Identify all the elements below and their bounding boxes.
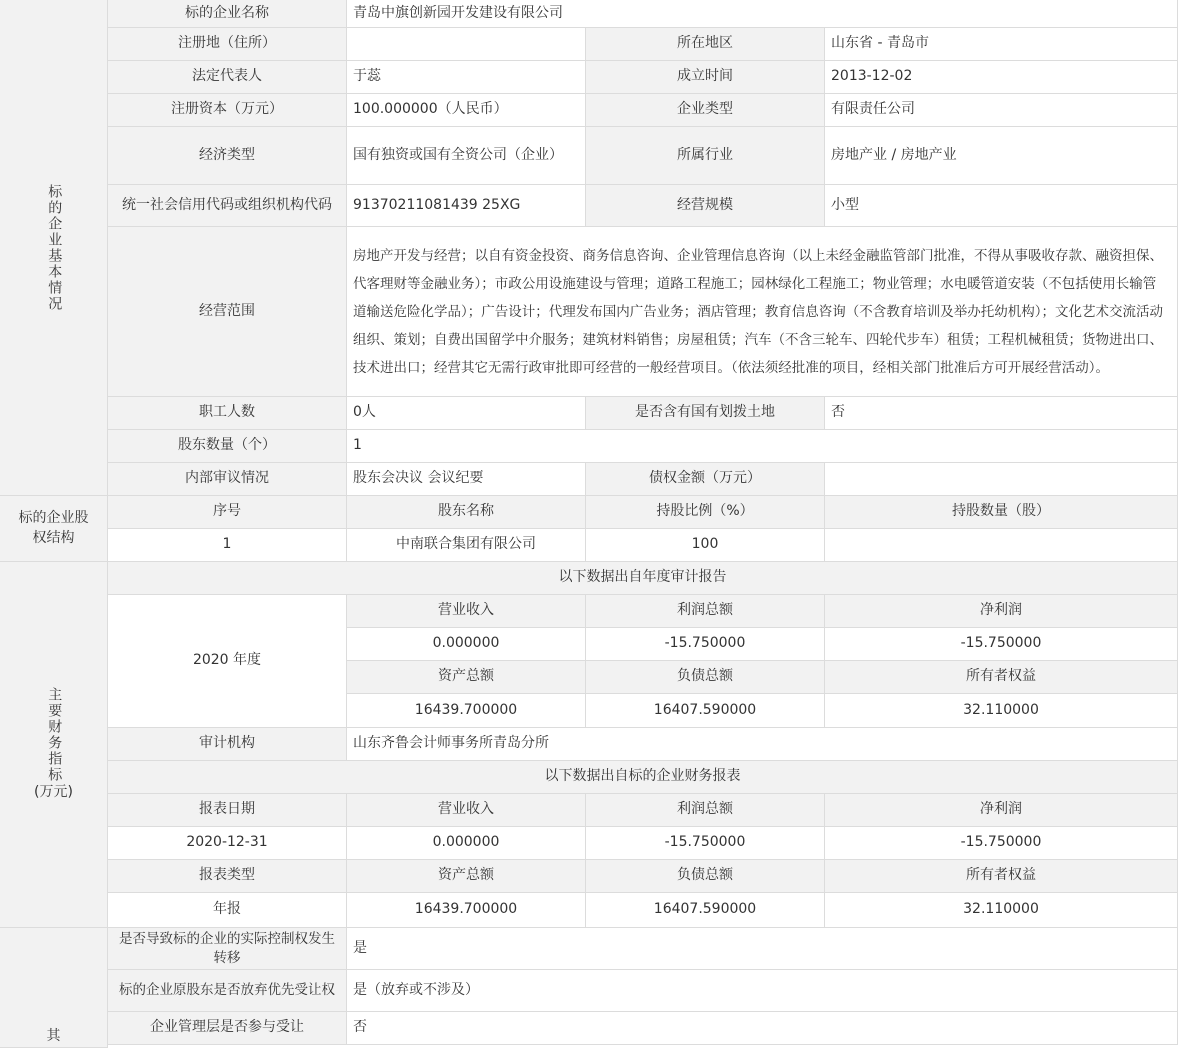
audit-h2-assets: 资产总额 bbox=[347, 661, 586, 694]
report-h1-total-profit: 利润总额 bbox=[586, 794, 825, 827]
audit-v1-total-profit: -15.750000 bbox=[586, 628, 825, 661]
debt-amount-value bbox=[825, 463, 1178, 496]
equity-header-name: 股东名称 bbox=[347, 496, 586, 529]
internal-review-value: 股东会决议 会议纪要 bbox=[347, 463, 586, 496]
audit-h2-equity: 所有者权益 bbox=[825, 661, 1178, 694]
company-type-value: 有限责任公司 bbox=[825, 94, 1178, 127]
audit-year: 2020 年度 bbox=[108, 595, 347, 728]
equity-header-shares: 持股数量（股） bbox=[825, 496, 1178, 529]
report-v1-total-profit: -15.750000 bbox=[586, 827, 825, 860]
report-v1-revenue: 0.000000 bbox=[347, 827, 586, 860]
report-h2-equity: 所有者权益 bbox=[825, 860, 1178, 893]
staff-label: 职工人数 bbox=[108, 397, 347, 430]
name-label: 标的企业名称 bbox=[108, 0, 347, 28]
address-value bbox=[347, 28, 586, 61]
capital-label: 注册资本（万元） bbox=[108, 94, 347, 127]
report-v1-net-profit: -15.750000 bbox=[825, 827, 1178, 860]
report-date-value: 2020-12-31 bbox=[108, 827, 347, 860]
equity-row-seq: 1 bbox=[108, 529, 347, 562]
report-h2-liabilities: 负债总额 bbox=[586, 860, 825, 893]
internal-review-label: 内部审议情况 bbox=[108, 463, 347, 496]
economic-type-value: 国有独资或国有全资公司（企业） bbox=[347, 127, 586, 185]
credit-code-value: 91370211081439 25XG bbox=[347, 185, 586, 227]
established-value: 2013-12-02 bbox=[825, 61, 1178, 94]
audit-v2-assets: 16439.700000 bbox=[347, 694, 586, 728]
audit-v1-net-profit: -15.750000 bbox=[825, 628, 1178, 661]
name-value: 青岛中旗创新园开发建设有限公司 bbox=[347, 0, 1178, 28]
management-participation-value: 否 bbox=[347, 1012, 1178, 1045]
section-equity-structure bbox=[0, 496, 108, 562]
report-banner: 以下数据出自标的企业财务报表 bbox=[108, 761, 1178, 794]
scale-label: 经营规模 bbox=[586, 185, 825, 227]
preemptive-right-label: 标的企业原股东是否放弃优先受让权 bbox=[108, 970, 347, 1012]
audit-agency-value: 山东齐鲁会计师事务所青岛分所 bbox=[347, 728, 1178, 761]
state-land-value: 否 bbox=[825, 397, 1178, 430]
audit-h1-net-profit: 净利润 bbox=[825, 595, 1178, 628]
equity-row-shares bbox=[825, 529, 1178, 562]
control-transfer-label: 是否导致标的企业的实际控制权发生转移 bbox=[108, 928, 347, 970]
staff-value: 0人 bbox=[347, 397, 586, 430]
industry-label: 所属行业 bbox=[586, 127, 825, 185]
section-basic-info bbox=[0, 0, 108, 496]
report-type-value: 年报 bbox=[108, 893, 347, 928]
established-label: 成立时间 bbox=[586, 61, 825, 94]
report-type-label: 报表类型 bbox=[108, 860, 347, 893]
section-other-label: 其 bbox=[46, 1028, 61, 1045]
section-equity-label: 标的企业股权结构 bbox=[18, 509, 89, 546]
legal-rep-value: 于蕊 bbox=[347, 61, 586, 94]
audit-h2-liabilities: 负债总额 bbox=[586, 661, 825, 694]
debt-amount-label: 债权金额（万元） bbox=[586, 463, 825, 496]
management-participation-label: 企业管理层是否参与受让 bbox=[108, 1012, 347, 1045]
shareholders-label: 股东数量（个） bbox=[108, 430, 347, 463]
report-date-label: 报表日期 bbox=[108, 794, 347, 827]
credit-code-label: 统一社会信用代码或组织机构代码 bbox=[108, 185, 347, 227]
scope-value: 房地产开发与经营；以自有资金投资、商务信息咨询、企业管理信息咨询（以上未经金融监管部门批准，不得从事吸收存款、融资担保、代客理财等金融业务）；市政公用设施建设与管理；道路工程施工；园林绿化工程施工；物业管理；水电暖管道安装（不包括使用长输管道输送危险化学品）；广告设计；代理发布国内广告业务；酒店管理；教育信息咨询（不含教育培训及举办托幼机构）；文化艺术交流活动组织、策划；自费出国留学中介服务；建筑材料销售；房屋租赁；汽车（不含三轮车、四轮代步车）租赁；工程机械租赁；货物进出口、技术进出口；经营其它无需行政审批即可经营的一般经营项目。（依法须经批准的项目，经相关部门批准后方可开展经营活动）。 bbox=[347, 227, 1178, 397]
section-financials-label: 主要财务指标 bbox=[46, 686, 63, 783]
economic-type-label: 经济类型 bbox=[108, 127, 347, 185]
capital-value: 100.000000（人民币） bbox=[347, 94, 586, 127]
section-basic-info-label: 标的企业基本情况 bbox=[46, 183, 63, 312]
preemptive-right-value: 是（放弃或不涉及） bbox=[347, 970, 1178, 1012]
section-other bbox=[0, 928, 108, 1048]
region-value: 山东省 - 青岛市 bbox=[825, 28, 1178, 61]
audit-v2-equity: 32.110000 bbox=[825, 694, 1178, 728]
equity-row-ratio: 100 bbox=[586, 529, 825, 562]
section-financials-unit: (万元) bbox=[34, 783, 73, 800]
control-transfer-value: 是 bbox=[347, 928, 1178, 970]
audit-banner: 以下数据出自年度审计报告 bbox=[108, 562, 1178, 595]
legal-rep-label: 法定代表人 bbox=[108, 61, 347, 94]
report-h1-revenue: 营业收入 bbox=[347, 794, 586, 827]
audit-v2-liabilities: 16407.590000 bbox=[586, 694, 825, 728]
report-h1-net-profit: 净利润 bbox=[825, 794, 1178, 827]
region-label: 所在地区 bbox=[586, 28, 825, 61]
industry-value: 房地产业 / 房地产业 bbox=[825, 127, 1178, 185]
audit-agency-label: 审计机构 bbox=[108, 728, 347, 761]
report-v2-liabilities: 16407.590000 bbox=[586, 893, 825, 928]
equity-row-name: 中南联合集团有限公司 bbox=[347, 529, 586, 562]
section-financials bbox=[0, 562, 108, 928]
scope-label: 经营范围 bbox=[108, 227, 347, 397]
state-land-label: 是否含有国有划拨土地 bbox=[586, 397, 825, 430]
scale-value: 小型 bbox=[825, 185, 1178, 227]
address-label: 注册地（住所） bbox=[108, 28, 347, 61]
report-h2-assets: 资产总额 bbox=[347, 860, 586, 893]
equity-header-ratio: 持股比例（%） bbox=[586, 496, 825, 529]
report-v2-assets: 16439.700000 bbox=[347, 893, 586, 928]
company-type-label: 企业类型 bbox=[586, 94, 825, 127]
audit-h1-total-profit: 利润总额 bbox=[586, 595, 825, 628]
report-v2-equity: 32.110000 bbox=[825, 893, 1178, 928]
audit-h1-revenue: 营业收入 bbox=[347, 595, 586, 628]
shareholders-value: 1 bbox=[347, 430, 1178, 463]
audit-v1-revenue: 0.000000 bbox=[347, 628, 586, 661]
equity-header-seq: 序号 bbox=[108, 496, 347, 529]
